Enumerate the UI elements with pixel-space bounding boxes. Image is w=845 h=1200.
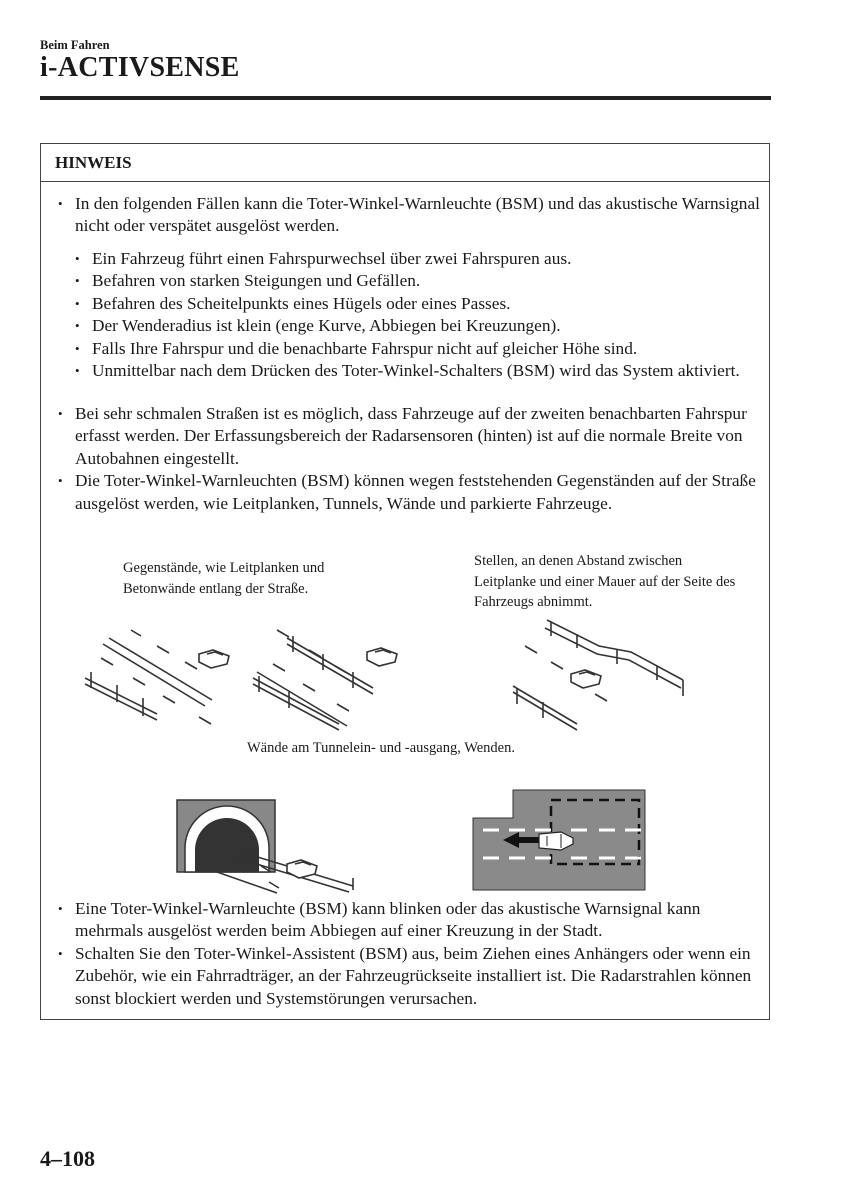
sub-bullet-item: • Falls Ihre Fahrspur und die benachbarte Fahrspur nicht auf gleicher Höhe sind.	[74, 338, 768, 360]
caption-narrowing: Stellen, an denen Abstand zwischen Leitplanke und einer Mauer auf der Seite des Fahrzeugs abnimmt.	[474, 553, 736, 610]
page-title: i-ACTIVSENSE	[40, 52, 240, 83]
caption-tunnel: Wände am Tunnelein- und -ausgang, Wenden.	[247, 740, 515, 756]
sub-bullet-item: • Unmittelbar nach dem Drücken des Toter-Winkel-Schalters (BSM) wird das System aktiviert.	[74, 360, 768, 382]
final-bullet-list	[57, 898, 757, 1010]
sub-bullet-item: • Der Wenderadius ist klein (enge Kurve, Abbiegen bei Kreuzungen).	[74, 315, 768, 337]
page-number: 4–108	[40, 1146, 95, 1171]
final-bullet-item: • Schalten Sie den Toter-Winkel-Assistent (BSM) aus, beim Ziehen eines Anhängers oder wenn ein Zubehör, wie ein Fahrradträger, an der Fahrzeugrückseite installiert ist. Die Radarstrahlen können sonst blockiert werden und Systemstörungen verursachen.	[57, 943, 757, 1010]
note-box	[40, 143, 770, 1020]
main-bullet-item: • Die Toter-Winkel-Warnleuchten (BSM) können wegen feststehenden Gegenständen auf der Straße ausgelöst werden, wie Leitplanken, Tunnels, Wände und parkierte Fahrzeuge.	[57, 470, 757, 515]
title-divider	[40, 96, 771, 100]
intro-bullet: • In den folgenden Fällen kann die Toter-Winkel-Warnleuchte (BSM) und das akustische Warnsignal nicht oder verspätet ausgelöst werden.	[57, 193, 771, 238]
final-bullet-item: • Eine Toter-Winkel-Warnleuchte (BSM) kann blinken oder das akustische Warnsignal kann mehrmals ausgelöst werden beim Abbiegen auf einer Kreuzung in der Stadt.	[57, 898, 757, 943]
main-bullet-list	[57, 403, 757, 515]
tunnel-illustration	[177, 798, 357, 893]
intersection-illustration	[473, 790, 645, 890]
sub-bullet-item: • Ein Fahrzeug führt einen Fahrspurwechsel über zwei Fahrspuren aus.	[74, 248, 768, 270]
sub-bullet-list	[74, 248, 768, 382]
section-label: Beim Fahren	[40, 38, 110, 52]
sub-bullet-item: • Befahren des Scheitelpunkts eines Hügels oder eines Passes.	[74, 293, 768, 315]
main-bullet-item: • Bei sehr schmalen Straßen ist es möglich, dass Fahrzeuge auf der zweiten benachbarten Fahrspur erfasst werden. Der Erfassungsbereich der Radarsensoren (hinten) ist auf die normale Breite von Autobahnen eingestellt.	[57, 403, 757, 470]
intro-bullet-block	[57, 193, 771, 238]
sub-bullet-item: • Befahren von starken Steigungen und Gefällen.	[74, 270, 768, 292]
guardrail-road-illustration	[77, 616, 407, 726]
note-header	[41, 144, 769, 182]
note-heading: HINWEIS	[55, 153, 132, 172]
caption-guardrails: Gegenstände, wie Leitplanken und Betonwände entlang der Straße.	[123, 560, 325, 597]
narrowing-barrier-illustration	[507, 616, 697, 731]
